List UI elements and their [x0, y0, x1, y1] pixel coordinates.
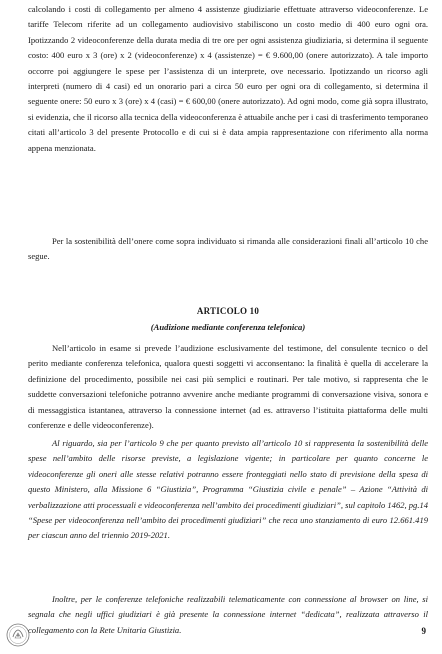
article-title: ARTICOLO 10: [196, 306, 260, 316]
paragraph-financial-coverage: Al riguardo, sia per l’articolo 9 che per quanto previsto all’articolo 10 si rappresenta la sostenibilità delle spese nell’ambito delle risorse previste, a legislazione vigente; in particolare per quanto concerne le videoconferenze gli oneri alle stesse relativi potranno essere fronteggiati nello stato di previsione della spesa di questo Ministero, alla Missione 6 “Giustizia”, Programma “Giustizia civile e penale” – Azione “Attività di verbalizzazione atti processuali e videoconferenza nell’ambito dei procedimenti giudiziari”, sul capitolo 1462, pg.14 “Spese per videoconferenza nell’ambito dei procedimenti giudiziari” che reca uno stanziamento di euro 12.661.419 per ciascun anno del triennio 2019-2021.: [28, 438, 428, 541]
paragraph-sustainability-reference: Per la sostenibilità dell’onere come sopra individuato si rimanda alle considerazioni finali all’articolo 10 che segue.: [28, 236, 428, 262]
paragraph-article-description: Nell’articolo in esame si prevede l’audizione esclusivamente del testimone, del consulente tecnico o del perito mediante conferenza telefonica, qualora questi soggetti vi acconsentano: la finalità è quella di accelerare la definizione del procedimento, possibile nei casi più semplici e routinari. Per tale motivo, si rappresenta che le suddette conversazioni telefoniche potranno avvenire anche mediante programmi di conversazione visiva, sonora e di messaggistica istantanea, attraverso la connessione internet (ad es. attraverso l’istituita piattaforma delle multi conferenze e delle videoconferenze).: [28, 343, 428, 431]
article-subtitle: (Audizione mediante conferenza telefonica): [150, 322, 306, 332]
paragraph-cost-estimate: calcolando i costi di collegamento per almeno 4 assistenze giudiziarie effettuate attraverso videoconferenze. Le tariffe Telecom riferite ad un collegamento audiovisivo stabiliscono un costo medio di 400 euro ogni ora. Ipotizzando 2 videoconferenze della durata media di tre ore per ogni assistenza giudiziaria, si determina il seguente costo: 400 euro x 3 (ore) x 2 (videoconferenze) x 4 (assistenze) = € 9.600,00 (onere autorizzato). A tale importo occorre poi aggiungere le spese per l’assistenza di un interprete, ove necessario. Ipotizzando un ricorso agli interpreti (numero di 4 casi) ed un onorario pari a circa 50 euro per ogni ora di collegamento, si determina il seguente onere: 50 euro x 3 (ore) x 4 (casi) = € 600,00 (onere autorizzato). Ad ogni modo, come già sopra illustrato, si evidenzia, che il ricorso alla tecnica della videoconferenza è attuabile anche per i casi di trasferimento temporaneo citati all’articolo 3 del presente Protocollo e di cui si è data ampia rappresentazione con riferimento alla norma appena menzionata.: [28, 4, 428, 153]
page-number: 9: [421, 626, 426, 636]
official-seal-icon: [6, 623, 30, 647]
paragraph-internet-connection: Inoltre, per le conferenze telefoniche realizzabili telematicamente con connessione al browser on line, si segnala che negli uffici giudiziari è già presente la connessione internet “dedicata”, realizzata attraverso il collegamento con la Rete Unitaria Giustizia.: [28, 594, 428, 635]
